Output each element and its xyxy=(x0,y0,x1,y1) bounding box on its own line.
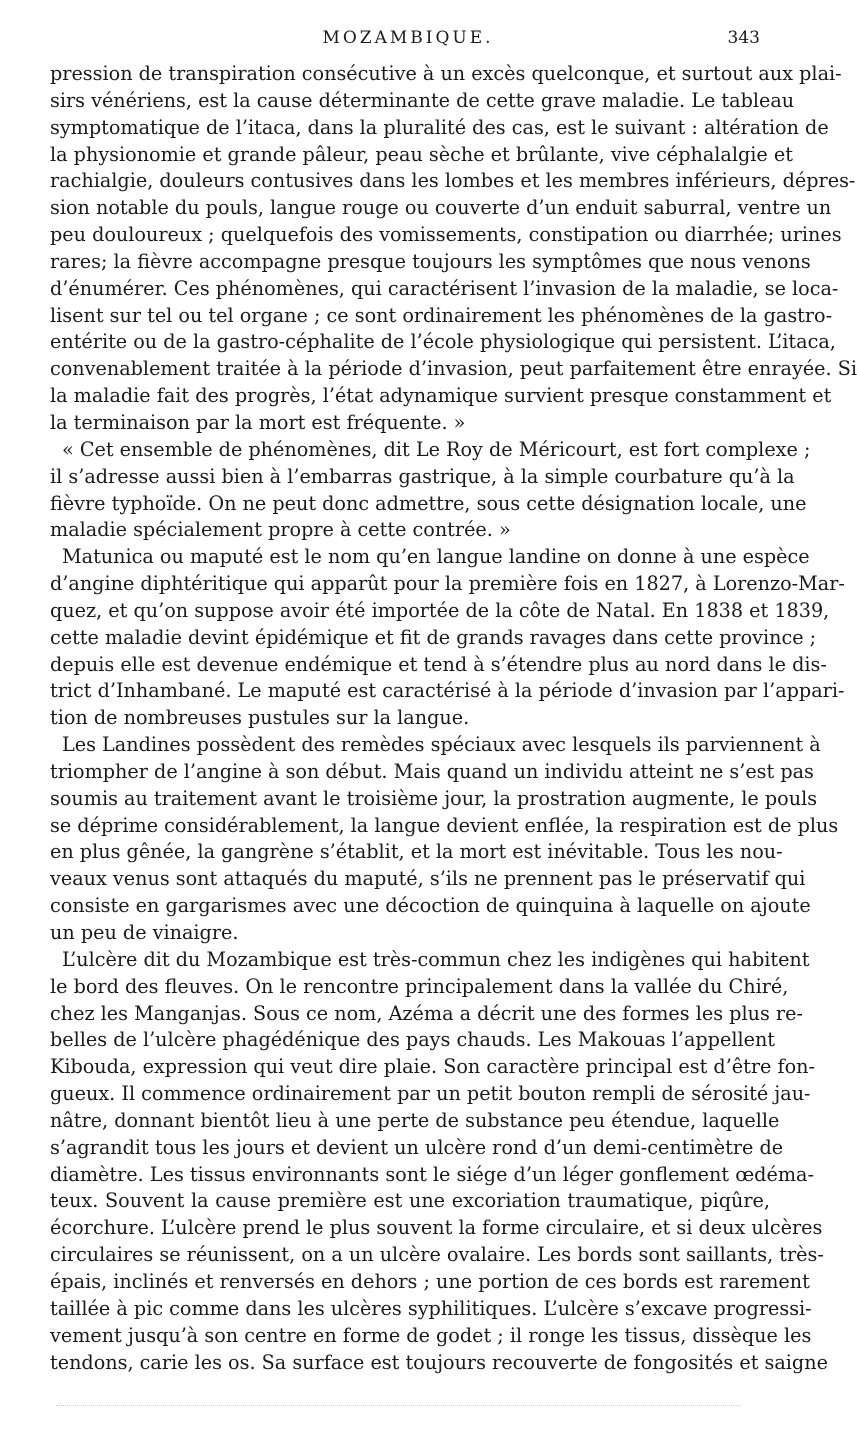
text-line: lisent sur tel ou tel organe ; ce sont ordinairement les phénomènes de la gastro- xyxy=(50,303,833,327)
text-line: rares; la fièvre accompagne presque toujours les symptômes que nous venons xyxy=(50,249,811,273)
text-line: sirs vénériens, est la cause déterminante de cette grave maladie. Le tableau xyxy=(50,88,795,112)
text-line: le bord des fleuves. On le rencontre principalement dans la vallée du Chiré, xyxy=(50,974,789,998)
text-line: convenablement traitée à la période d’invasion, peut parfaitement être enrayée. Si xyxy=(50,357,857,381)
text-line: teux. Souvent la cause première est une excoriation traumatique, piqûre, xyxy=(50,1189,770,1213)
text-line: quez, et qu’on suppose avoir été importée de la côte de Natal. En 1838 et 1839, xyxy=(50,598,830,622)
text-line: circulaires se réunissent, on a un ulcère ovalaire. Les bords sont saillants, très- xyxy=(50,1243,824,1267)
text-line: la terminaison par la mort est fréquente. » xyxy=(50,410,466,434)
text-line: « Cet ensemble de phénomènes, dit Le Roy de Méricourt, est fort complexe ; xyxy=(62,437,811,461)
page-number: 343 xyxy=(727,28,760,48)
text-line: vement jusqu’à son centre en forme de godet ; il ronge les tissus, dissèque les xyxy=(50,1323,812,1347)
text-line: entérite ou de la gastro-céphalite de l’école physiologique qui persistent. L’itaca, xyxy=(50,330,836,354)
text-line: s’agrandit tous les jours et devient un ulcère rond d’un demi-centimètre de xyxy=(50,1135,784,1159)
text-line: pression de transpiration consécutive à un excès quelconque, et surtout aux plai- xyxy=(50,62,842,85)
text-line: en plus gênée, la gangrène s’établit, et la mort est inévitable. Tous les nou- xyxy=(50,840,783,864)
text-line: nâtre, donnant bientôt lieu à une perte de substance peu étendue, laquelle xyxy=(50,1108,780,1132)
text-line: symptomatique de l’itaca, dans la pluralité des cas, est le suivant : altération de xyxy=(50,115,829,139)
text-line: soumis au traitement avant le troisième jour, la prostration augmente, le pouls xyxy=(50,786,818,810)
text-line: un peu de vinaigre. xyxy=(50,921,239,944)
text-line: depuis elle est devenue endémique et tend à s’étendre plus au nord dans le dis- xyxy=(50,652,827,676)
text-line: taillée à pic comme dans les ulcères syphilitiques. L’ulcère s’excave progressi- xyxy=(50,1296,812,1320)
text-line: diamètre. Les tissus environnants sont le siége d’un léger gonflement œdéma- xyxy=(50,1162,814,1186)
text-line: chez les Manganjas. Sous ce nom, Azéma a décrit une des formes les plus re- xyxy=(50,1001,803,1025)
text-line: se déprime considérablement, la langue devient enflée, la respiration est de plus xyxy=(50,813,839,837)
running-header xyxy=(56,24,760,54)
text-line: la physionomie et grande pâleur, peau sèche et brûlante, vive céphalalgie et xyxy=(50,142,793,166)
text-line: triompher de l’angine à son début. Mais quand un individu atteint ne s’est pas xyxy=(50,759,814,783)
text-line: écorchure. L’ulcère prend le plus souvent la forme circulaire, et si deux ulcères xyxy=(50,1216,823,1240)
text-line: Matunica ou maputé est le nom qu’en langue landine on donne à une espèce xyxy=(62,545,810,569)
text-line: d’énumérer. Ces phénomènes, qui caractérisent l’invasion de la maladie, se loca- xyxy=(50,276,839,300)
text-line: maladie spécialement propre à cette contrée. » xyxy=(50,518,511,542)
text-line: consiste en gargarismes avec une décoction de quinquina à laquelle on ajoute xyxy=(50,894,811,918)
text-line: cette maladie devint épidémique et fit de grands ravages dans cette province ; xyxy=(50,625,817,649)
text-line: d’angine diphtéritique qui apparût pour la première fois en 1827, à Lorenzo-Mar- xyxy=(50,572,845,596)
body-text xyxy=(50,61,857,1376)
text-line: peu douloureux ; quelquefois des vomissements, constipation ou diarrhée; urines xyxy=(50,223,842,247)
text-line: belles de l’ulcère phagédénique des pays chauds. Les Makouas l’appellent xyxy=(50,1028,776,1052)
text-line: épais, inclinés et renversés en dehors ; une portion de ces bords est rarement xyxy=(50,1269,810,1293)
text-line: fièvre typhoïde. On ne peut donc admettre, sous cette désignation locale, une xyxy=(50,491,807,515)
running-title: MOZAMBIQUE. xyxy=(322,28,494,48)
text-line: gueux. Il commence ordinairement par un petit bouton rempli de sérosité jau- xyxy=(50,1082,811,1106)
text-line: tendons, carie les os. Sa surface est toujours recouverte de fongosités et saigne xyxy=(50,1350,828,1374)
text-line: il s’adresse aussi bien à l’embarras gastrique, à la simple courbature qu’à la xyxy=(50,464,795,488)
text-line: rachialgie, douleurs contusives dans les lombes et les membres inférieurs, dépres- xyxy=(50,169,856,193)
text-line: Les Landines possèdent des remèdes spéciaux avec lesquels ils parviennent à xyxy=(62,733,821,757)
text-line: la maladie fait des progrès, l’état adynamique survient presque constamment et xyxy=(50,384,832,408)
text-line: L’ulcère dit du Mozambique est très-commun chez les indigènes qui habitent xyxy=(62,947,810,971)
text-line: trict d’Inhambané. Le maputé est caractérisé à la période d’invasion par l’appari- xyxy=(50,679,845,703)
text-line: sion notable du pouls, langue rouge ou couverte d’un enduit saburral, ventre un xyxy=(50,196,832,220)
text-line: tion de nombreuses pustules sur la langue. xyxy=(50,706,470,730)
text-line: Kibouda, expression qui veut dire plaie. Son caractère principal est d’être fon- xyxy=(50,1055,815,1079)
bottom-scan-artifact xyxy=(56,1405,740,1408)
text-line: veaux venus sont attaqués du maputé, s’ils ne prennent pas le préservatif qui xyxy=(50,867,806,891)
